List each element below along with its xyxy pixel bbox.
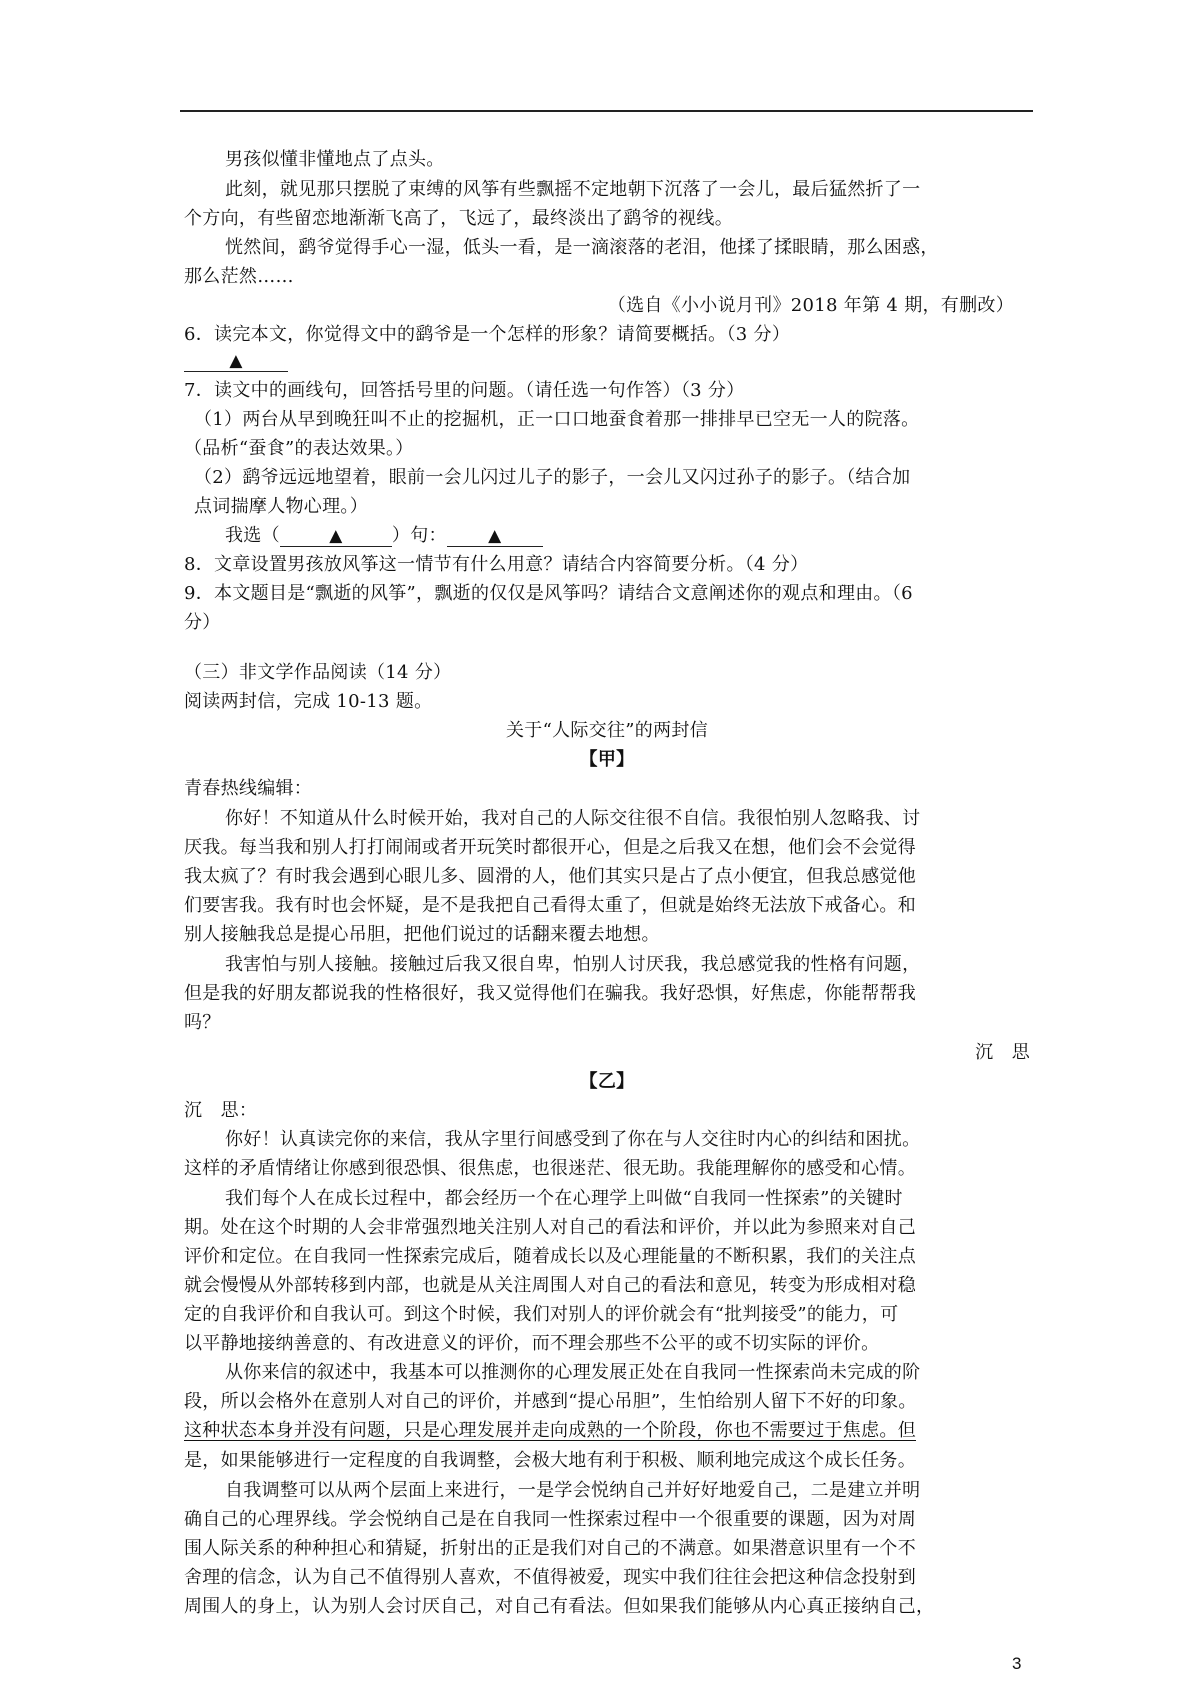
letter-b-line: 自我调整可以从两个层面上来进行，一是学会悦纳自己并好好地爱自己，二是建立并明 <box>225 1480 921 1501</box>
question-7-answer-line <box>225 523 1030 549</box>
question-9: 9．本文题目是“飘逝的风筝”，飘逝的仅仅是风筝吗？请结合文意阐述你的观点和理由。（6 <box>184 583 913 604</box>
question-7-option-1: （1）两台从早到晚狂叫不止的挖掘机，正一口口地蚕食着那一排排早已空无一人的院落。 <box>194 409 920 430</box>
letter-a-line: 别人接触我总是提心吊胆，把他们说过的话翻来覆去地想。 <box>184 924 660 945</box>
letter-b-line: 是，如果能够进行一定程度的自我调整，会极大地有利于积极、顺利地完成这个成长任务。 <box>184 1450 916 1471</box>
letter-b-line: 舍理的信念，认为自己不值得别人喜欢，不值得被爱，现实中我们往往会把这种信念投射到 <box>184 1567 916 1588</box>
section-heading: （三）非文学作品阅读（14 分） <box>184 662 452 683</box>
letter-b-line: 围人际关系的种种担心和猜疑，折射出的正是我们对自己的不满意。如果潜意识里有一个不 <box>184 1538 916 1559</box>
letter-b-line: 段，所以会格外在意别人对自己的评价，并感到“提心吊胆”，生怕给别人留下不好的印象。 <box>184 1391 917 1412</box>
question-6: 6．读完本文，你觉得文中的鹞爷是一个怎样的形象？请简要概括。（3 分） <box>184 324 791 345</box>
letter-a-line: 但是我的好朋友都说我的性格很好，我又觉得他们在骗我。我好恐惧，好焦虑，你能帮帮我 <box>184 983 916 1004</box>
letter-b-line: 就会慢慢从外部转移到内部，也就是从关注周围人对自己的看法和意见，转变为形成相对稳 <box>184 1275 916 1296</box>
letter-b-line: 评价和定位。在自我同一性探索完成后，随着成长以及心理能量的不断积累，我们的关注点 <box>184 1246 916 1267</box>
choose-prefix: 我选（ <box>225 525 280 546</box>
letter-a-line: 我害怕与别人接触。接触过后我又很自卑，怕别人讨厌我，我总感觉我的性格有问题， <box>225 954 921 975</box>
question-9-cont: 分） <box>184 612 221 633</box>
choose-mid: ）句： <box>391 525 447 546</box>
triangle-marker-icon: ▲ <box>329 526 343 546</box>
letter-b-line: 定的自我评价和自我认可。到这个时候，我们对别人的评价就会有“批判接受”的能力，可 <box>184 1304 899 1325</box>
story-paragraph: 此刻，就见那只摆脱了束缚的风筝有些飘摇不定地朝下沉落了一会儿，最后猛然折了一 <box>225 179 921 200</box>
letter-a-line: 吗？ <box>184 1012 221 1033</box>
story-paragraph: 恍然间，鹞爷觉得手心一湿，低头一看，是一滴滚落的老泪，他揉了揉眼睛，那么困惑， <box>225 237 939 258</box>
letter-a-greeting: 青春热线编辑： <box>184 778 313 799</box>
letter-b-line: 确自己的心理界线。学会悦纳自己是在自我同一性探索过程中一个很重要的课题，因为对周 <box>184 1509 916 1530</box>
triangle-marker-icon: ▲ <box>229 351 243 371</box>
question-8: 8．文章设置男孩放风筝这一情节有什么用意？请结合内容简要分析。（4 分） <box>184 554 809 575</box>
letter-b-underlined-line: 这种状态本身并没有问题，只是心理发展并走向成熟的一个阶段，你也不需要过于焦虑。但 <box>184 1420 916 1441</box>
letter-b-greeting: 沉 思： <box>184 1100 258 1121</box>
letter-a-line: 们要害我。我有时也会怀疑，是不是我把自己看得太重了，但就是始终无法放下戒备心。和 <box>184 895 916 916</box>
letter-a-line: 厌我。每当我和别人打打闹闹或者开玩笑时都很开心，但是之后我又在想，他们会不会觉得 <box>184 837 916 858</box>
letter-b-line: 期。处在这个时期的人会非常强烈地关注别人对自己的看法和评价，并以此为参照来对自己 <box>184 1217 916 1238</box>
passage-title: 关于“人际交往”的两封信 <box>505 720 708 741</box>
question-7-option-2-cont: 点词揣摩人物心理。） <box>194 496 368 517</box>
triangle-marker-icon: ▲ <box>488 526 502 546</box>
section-instruction: 阅读两封信，完成 10-13 题。 <box>184 691 433 712</box>
answer-blank-6[interactable] <box>184 348 1030 374</box>
header-rule <box>180 110 1033 112</box>
answer-blank-7-choice[interactable] <box>280 526 392 547</box>
letter-a-line: 你好！不知道从什么时候开始，我对自己的人际交往很不自信。我很怕别人忽略我、讨 <box>225 808 921 829</box>
letter-a-line: 我太疯了？有时我会遇到心眼儿多、圆滑的人，他们其实只是占了点小便宜，但我总感觉他 <box>184 866 916 887</box>
letter-b-line: 这样的矛盾情绪让你感到很恐惧、很焦虑，也很迷茫、很无助。我能理解你的感受和心情。 <box>184 1158 916 1179</box>
page-number: 3 <box>1012 1654 1022 1673</box>
letter-b-line: 周围人的身上，认为别人会讨厌自己，对自己有看法。但如果我们能够从内心真正接纳自己， <box>184 1596 935 1617</box>
question-7: 7．读文中的画线句，回答括号里的问题。（请任选一句作答）（3 分） <box>184 380 745 401</box>
letter-a-label: 【甲】 <box>579 749 635 770</box>
source-citation: （选自《小小说月刊》2018 年第 4 期，有删改） <box>607 295 1014 316</box>
letter-b-line: 以平静地接纳善意的、有改进意义的评价，而不理会那些不公平的或不切实际的评价。 <box>184 1333 880 1354</box>
letter-b-label: 【乙】 <box>579 1071 635 1092</box>
story-paragraph-cont: 那么茫然…… <box>184 266 294 287</box>
story-paragraph-cont: 个方向，有些留恋地渐渐飞高了，飞远了，最终淡出了鹞爷的视线。 <box>184 208 733 229</box>
letter-a-signature: 沉 思 <box>975 1042 1030 1063</box>
letter-b-line: 我们每个人在成长过程中，都会经历一个在心理学上叫做“自我同一性探索”的关键时 <box>225 1188 903 1209</box>
letter-b-line: 你好！认真读完你的来信，我从字里行间感受到了你在与人交往时内心的纠结和困扰。 <box>225 1129 921 1150</box>
story-paragraph: 男孩似懂非懂地点了点头。 <box>225 149 445 170</box>
question-7-option-2: （2）鹞爷远远地望着，眼前一会儿闪过儿子的影子，一会儿又闪过孙子的影子。（结合加 <box>194 467 911 488</box>
answer-blank-7[interactable] <box>447 526 543 547</box>
letter-b-line: 从你来信的叙述中，我基本可以推测你的心理发展正处在自我同一性探索尚未完成的阶 <box>225 1362 921 1383</box>
question-7-option-1-cont: （品析“蚕食”的表达效果。） <box>184 438 414 459</box>
